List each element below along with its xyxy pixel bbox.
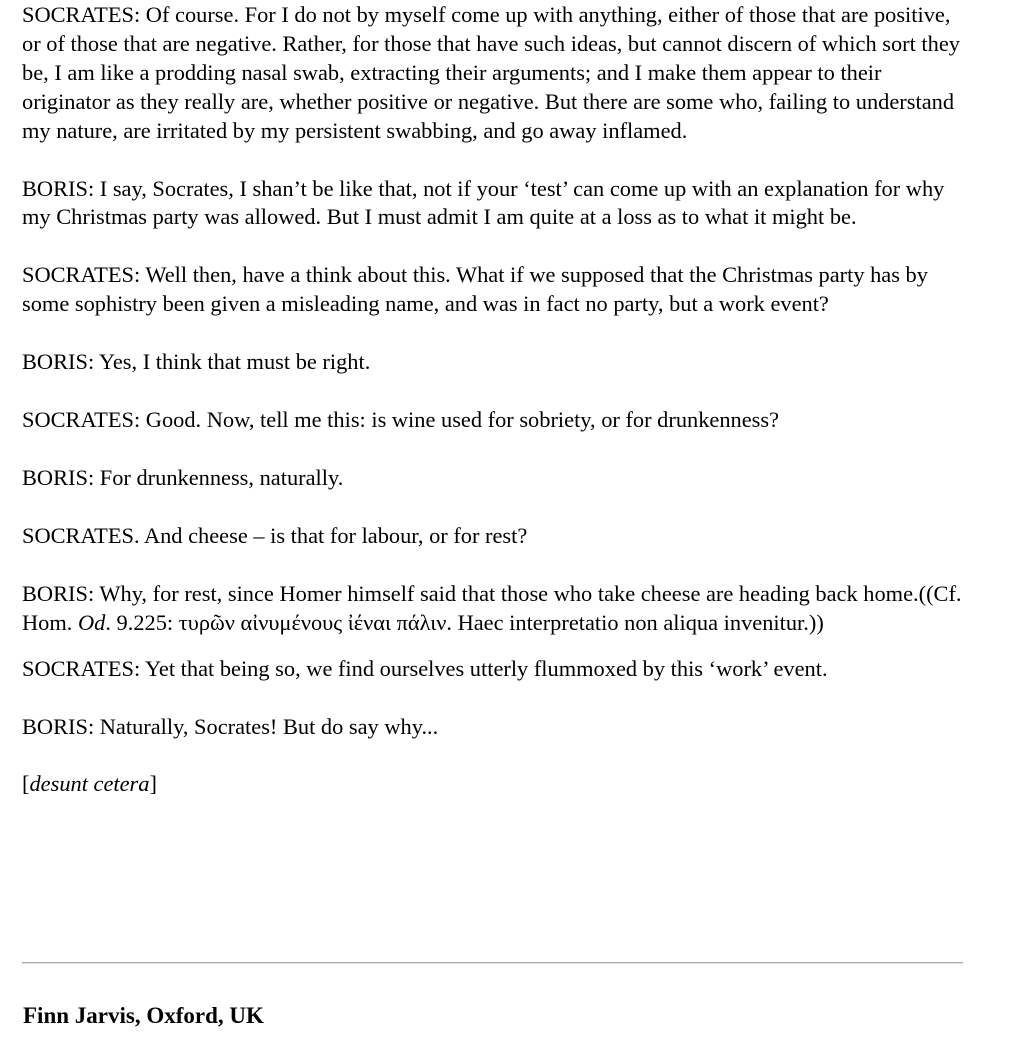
dialogue-paragraph: BORIS: I say, Socrates, I shan’t be like that, not if your ‘test’ can come up with an explanation for why my Christmas party was allowed. But I must admit I am quite at a loss as to what it might be. — [22, 175, 945, 230]
closing-italic-text: desunt cetera — [29, 771, 150, 797]
dialogue-paragraph: SOCRATES: Good. Now, tell me this: is wine used for sobriety, or for drunkenness? — [22, 407, 780, 433]
dialogue-paragraph: BORIS: Yes, I think that must be right. — [22, 349, 371, 375]
horizontal-divider — [22, 962, 963, 964]
dialogue-paragraph: SOCRATES. And cheese – is that for labour, or for rest? — [22, 522, 528, 548]
dialogue-paragraph: BORIS: Naturally, Socrates! But do say why... — [22, 713, 439, 739]
closing-close-bracket: ] — [149, 771, 157, 797]
dialogue-paragraph: SOCRATES: Yet that being so, we find ourselves utterly flummoxed by this ‘work’ event. — [22, 655, 828, 681]
closing-note — [22, 770, 967, 799]
footnote-text-before: BORIS: Why, for rest, since Homer himself said that those who take cheese are heading back home.((Cf. Hom. — [22, 580, 962, 635]
dialogue-paragraph: SOCRATES: Well then, have a think about this. What if we supposed that the Christmas party has by some sophistry been given a misleading name, and was in fact no party, but a work event? — [22, 262, 928, 317]
footnote-text-after: . 9.225: τυρῶν αἰνυμένους ἰέναι πάλιν. Haec interpretatio non aliqua invenitur.)) — [105, 609, 824, 635]
dialogue-paragraph-with-footnote — [22, 580, 967, 638]
closing-open-bracket: [ — [22, 771, 30, 797]
dialogue-paragraph: BORIS: For drunkenness, naturally. — [22, 464, 344, 490]
article-body — [22, 1, 967, 799]
dialogue-paragraph: SOCRATES: Of course. For I do not by myself come up with anything, either of those that are positive, or of those that are negative. Rather, for those that have such ideas, but cannot discern of which sort they be, I am like a prodding nasal swab, extracting their arguments; and I make them appear to their originator as they really are, whether positive or negative. But there are some who, failing to understand my nature, are irritated by my persistent swabbing, and go away inflamed. — [22, 2, 960, 143]
author-byline: Finn Jarvis, Oxford, UK — [23, 1003, 264, 1028]
footnote-work-title: Od — [77, 609, 106, 635]
